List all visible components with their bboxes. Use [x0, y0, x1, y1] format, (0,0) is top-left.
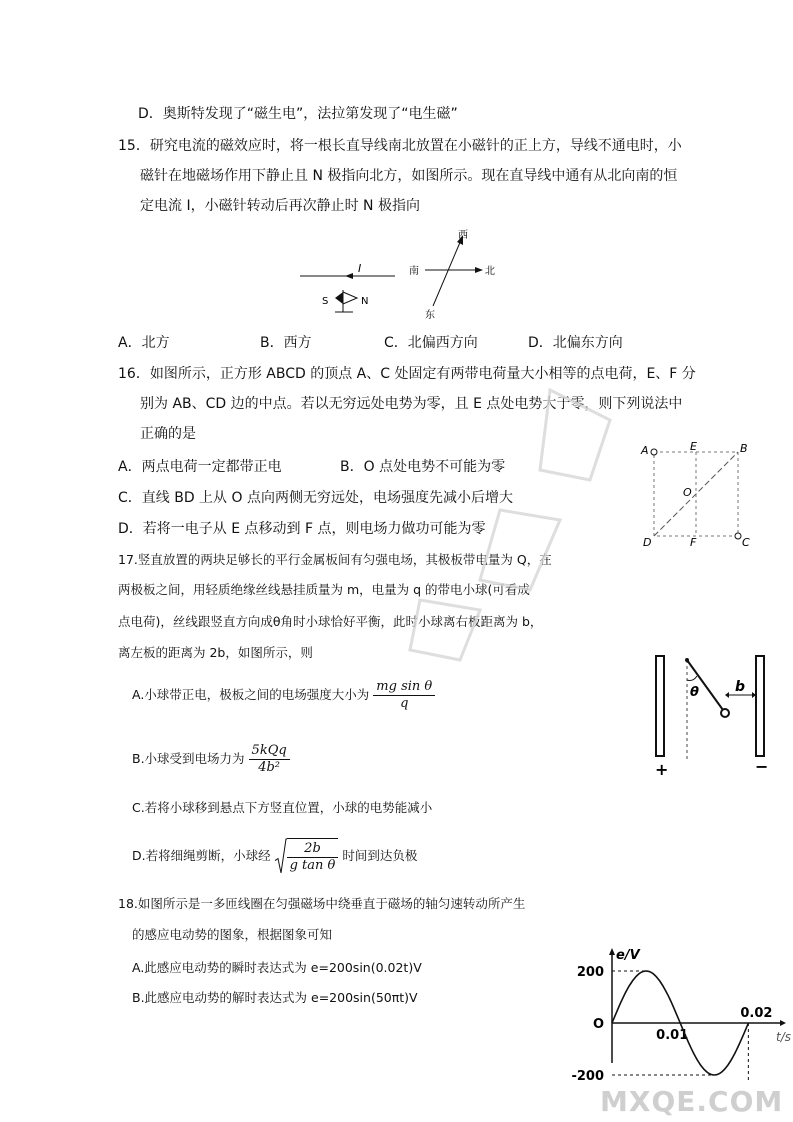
q16-stem-line2: 别为 AB、CD 边的中点。若以无穷远处电势为零，且 E 点处电势大于零，则下列说法中 [140, 396, 683, 412]
q16-stem-line3: 正确的是 [140, 426, 196, 442]
q15-option-a[interactable]: A．北方 [118, 335, 170, 351]
q18-emf-chart [560, 945, 791, 1084]
q18-option-a[interactable]: A.此感应电动势的瞬时表达式为 e=200sin(0.02t)V [132, 960, 422, 975]
q17-stem-line2: 两极板之间，用轻质绝缘丝线悬挂质量为 m，电量为 q 的带电小球(可看成 [118, 582, 530, 597]
q17-minus-sign: − [755, 757, 769, 776]
x-axis-label: t/s [776, 1030, 791, 1044]
q15-option-b[interactable]: B．西方 [260, 335, 312, 351]
q17-option-a-fraction [373, 679, 435, 712]
q17-stem-line3: 点电荷)，丝线跟竖直方向成θ角时小球恰好平衡，此时小球离右板距离为 b， [118, 614, 543, 629]
q17-stem-line4: 离左板的距离为 2b，如图所示，则 [118, 645, 313, 660]
y-tick-label: 200 [576, 965, 604, 980]
watermark-stamp: MXQE.COM [600, 1085, 784, 1118]
q16-square-figure [638, 440, 758, 550]
x-tick-label: 0.02 [740, 1006, 773, 1021]
q16-option-c[interactable]: C．直线 BD 上从 O 点向两侧无穷远处，电场强度先减小后增大 [118, 490, 513, 506]
q15-needle-s: S [322, 296, 329, 307]
q17-option-d-text: D.若将细绳剪断，小球经 [132, 848, 271, 863]
q18-stem-line2: 的感应电动势的图象，根据图象可知 [132, 927, 333, 942]
x-axis-arrow [780, 1020, 786, 1026]
q17-option-d-text-end: 时间到达负极 [342, 848, 418, 863]
q15-stem-line1: 15．研究电流的磁效应时，将一根长直导线南北放置在小磁针的正上方，导线不通电时，小 [118, 138, 682, 154]
q17-option-a[interactable] [132, 678, 435, 712]
q17-stem-line1: 17.竖直放置的两块足够长的平行金属板间有匀强电场，其极板带电量为 Q，在 [118, 552, 552, 567]
q17-option-d-sqrt [275, 838, 339, 875]
q17-option-b-numerator: 5kQq [249, 743, 290, 760]
q16-label-b: B [740, 442, 748, 455]
q15-option-d[interactable]: D．北偏东方向 [528, 335, 623, 351]
y-axis-label: e/V [616, 948, 640, 963]
q15-dir-north: 北 [485, 266, 495, 277]
q17-option-b-fraction [249, 743, 290, 776]
q17-plus-sign: + [655, 760, 669, 779]
q16-label-o: O [683, 486, 692, 499]
x-tick-label: 0.01 [656, 1028, 689, 1043]
q16-label-e: E [690, 440, 697, 453]
q15-stem-line2: 磁针在地磁场作用下静止且 N 极指向北方，如图所示。现在直导线中通有从北向南的恒 [140, 168, 678, 184]
q17-option-a-numerator: mg sin θ [373, 679, 435, 696]
q17-option-c[interactable]: C.若将小球移到悬点下方竖直位置，小球的电势能减小 [132, 800, 433, 815]
q17-theta-label: θ [690, 685, 699, 700]
q15-dir-west: 西 [458, 230, 468, 241]
q17-plates-figure [645, 650, 775, 780]
q17-b-label: b [735, 679, 746, 695]
q17-option-a-text: A.小球带正电，极板之间的电场强度大小为 [132, 687, 370, 702]
q15-needle-n: N [361, 296, 369, 307]
q16-option-a[interactable]: A．两点电荷一定都带正电 [118, 459, 282, 475]
q17-option-b-denominator: 4b² [258, 760, 281, 775]
q17-option-b-text: B.小球受到电场力为 [132, 751, 245, 766]
q15-figure [295, 228, 505, 320]
y-axis-arrow [609, 948, 615, 955]
q16-label-f: F [690, 536, 697, 549]
q16-label-a: A [641, 444, 649, 457]
q15-dir-east: 东 [425, 310, 435, 321]
q15-option-c[interactable]: C．北偏西方向 [384, 335, 478, 351]
q17-option-d-denominator: g tan θ [289, 858, 336, 873]
q16-option-b[interactable]: B．O 点处电势不可能为零 [340, 459, 506, 475]
q16-label-c: C [742, 536, 750, 549]
y-tick-label: O [592, 1017, 604, 1032]
q17-option-b[interactable] [132, 742, 290, 776]
y-tick-label: -200 [571, 1069, 604, 1084]
q15-dir-south: 南 [409, 266, 419, 277]
q16-stem-line1: 16．如图所示，正方形 ABCD 的顶点 A、C 处固定有两带电荷量大小相等的点电荷，E、F 分 [118, 366, 696, 382]
q16-option-d[interactable]: D．若将一电子从 E 点移动到 F 点，则电场力做功可能为零 [118, 521, 486, 537]
q15-current-label: I [358, 262, 362, 275]
q14-option-d: D．奥斯特发现了“磁生电”，法拉第发现了“电生磁” [138, 106, 458, 122]
q15-stem-line3: 定电流 I，小磁针转动后再次静止时 N 极指向 [140, 198, 420, 214]
q17-option-d[interactable] [132, 838, 417, 875]
q17-option-a-denominator: q [400, 696, 409, 711]
q18-option-b[interactable]: B.此感应电动势的解时表达式为 e=200sin(50πt)V [132, 990, 418, 1005]
q18-stem-line1: 18.如图所示是一多匝线圈在匀强磁场中绕垂直于磁场的轴匀速转动所产生 [118, 896, 526, 911]
q17-option-d-numerator: 2b [287, 841, 339, 858]
q16-label-d: D [643, 536, 652, 549]
